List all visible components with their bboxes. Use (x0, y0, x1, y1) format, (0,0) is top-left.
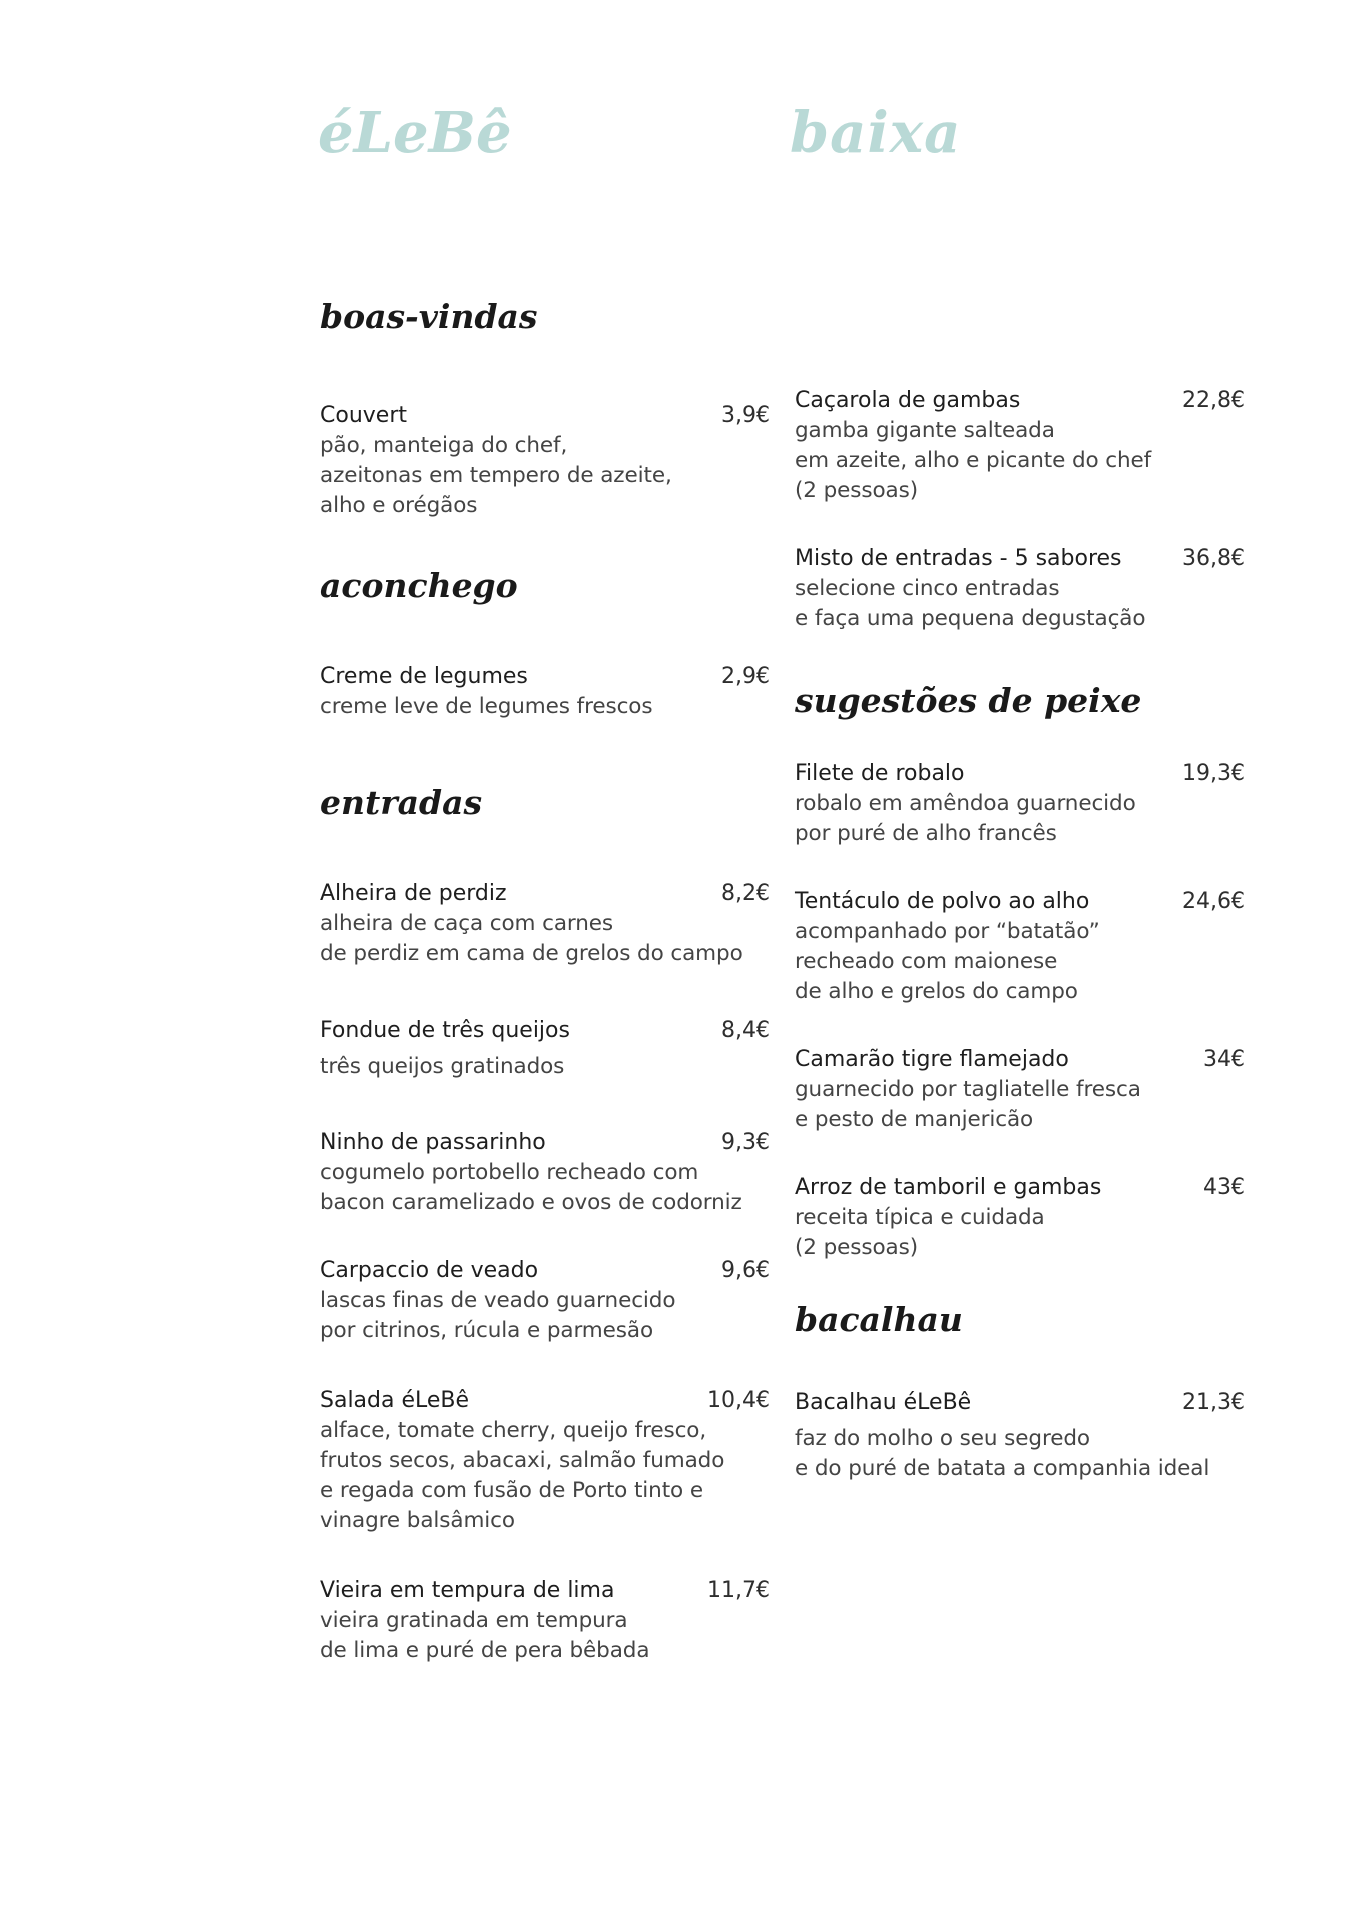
item-description: pão, manteiga do chef, (320, 433, 568, 458)
item-description: em azeite, alho e picante do chef (795, 448, 1152, 473)
item-description: por puré de alho francês (795, 821, 1057, 846)
item-description: de alho e grelos do campo (795, 979, 1078, 1004)
item-price: 3,9€ (721, 403, 770, 428)
menu-item-misto-de-entradas (795, 544, 1245, 634)
item-name: Salada éLeBê (320, 1388, 470, 1413)
menu-item-salada-elebe (320, 1386, 770, 1536)
item-description: azeitonas em tempero de azeite, (320, 463, 672, 488)
item-description: alface, tomate cherry, queijo fresco, (320, 1418, 707, 1443)
menu-item-bacalhau-elebe (795, 1388, 1245, 1484)
item-price: 19,3€ (1182, 761, 1245, 786)
item-description: três queijos gratinados (320, 1054, 565, 1079)
item-name: Camarão tigre flamejado (795, 1047, 1069, 1072)
brand-logo: éLeBê (318, 100, 512, 166)
menu-item-camarao-tigre (795, 1045, 1245, 1135)
section-title-boas-vindas: boas-vindas (320, 297, 538, 336)
item-price: 36,8€ (1182, 546, 1245, 571)
item-name: Caçarola de gambas (795, 388, 1021, 413)
menu-left-column (320, 297, 770, 1666)
section-title-sugestoes-de-peixe: sugestões de peixe (795, 681, 1142, 720)
item-price: 10,4€ (707, 1388, 770, 1413)
item-name: Creme de legumes (320, 664, 528, 689)
item-description: vinagre balsâmico (320, 1508, 515, 1533)
menu-item-arroz-de-tamboril (795, 1173, 1245, 1263)
item-price: 22,8€ (1182, 388, 1245, 413)
item-price: 21,3€ (1182, 1390, 1245, 1415)
item-description: cogumelo portobello recheado com (320, 1160, 699, 1185)
item-description: alheira de caça com carnes (320, 911, 614, 936)
item-name: Arroz de tamboril e gambas (795, 1175, 1102, 1200)
item-description: (2 pessoas) (795, 1235, 918, 1260)
item-description: bacon caramelizado e ovos de codorniz (320, 1190, 742, 1215)
item-description: frutos secos, abacaxi, salmão fumado (320, 1448, 725, 1473)
menu-item-ninho-de-passarinho (320, 1128, 770, 1218)
item-name: Ninho de passarinho (320, 1130, 546, 1155)
item-description: selecione cinco entradas (795, 576, 1060, 601)
menu-item-couvert (320, 401, 770, 521)
item-description: faz do molho o seu segredo (795, 1426, 1090, 1451)
item-description: alho e orégãos (320, 493, 478, 518)
item-name: Bacalhau éLeBê (795, 1390, 972, 1415)
menu-item-vieira-em-tempura (320, 1576, 770, 1666)
item-price: 8,4€ (721, 1018, 770, 1043)
item-name: Carpaccio de veado (320, 1258, 539, 1283)
menu-item-cacarola-de-gambas (795, 386, 1245, 506)
item-description: guarnecido por tagliatelle fresca (795, 1077, 1141, 1102)
menu-item-tentaculo-de-polvo (795, 887, 1245, 1007)
item-description: (2 pessoas) (795, 478, 918, 503)
item-price: 11,7€ (707, 1578, 770, 1603)
section-title-entradas: entradas (320, 783, 483, 822)
menu-item-carpaccio-de-veado (320, 1256, 770, 1346)
item-description: e regada com fusão de Porto tinto e (320, 1478, 703, 1503)
item-name: Fondue de três queijos (320, 1018, 570, 1043)
item-name: Vieira em tempura de lima (320, 1578, 615, 1603)
menu-item-creme-de-legumes (320, 662, 770, 722)
item-description: acompanhado por “batatão” (795, 919, 1100, 944)
item-description: e pesto de manjericão (795, 1107, 1034, 1132)
menu-right-column (795, 386, 1245, 1484)
item-description: de lima e puré de pera bêbada (320, 1638, 650, 1663)
item-price: 8,2€ (721, 881, 770, 906)
item-description: de perdiz em cama de grelos do campo (320, 941, 743, 966)
item-name: Couvert (320, 403, 407, 428)
item-description: por citrinos, rúcula e parmesão (320, 1318, 654, 1343)
item-description: creme leve de legumes frescos (320, 694, 653, 719)
item-name: Alheira de perdiz (320, 881, 507, 906)
item-name: Misto de entradas - 5 sabores (795, 546, 1122, 571)
item-description: receita típica e cuidada (795, 1205, 1045, 1230)
item-description: lascas finas de veado guarnecido (320, 1288, 676, 1313)
section-title-aconchego: aconchego (320, 566, 518, 605)
item-description: vieira gratinada em tempura (320, 1608, 628, 1633)
item-price: 9,6€ (721, 1258, 770, 1283)
menu-item-fondue (320, 1016, 770, 1082)
item-price: 2,9€ (721, 664, 770, 689)
menu-item-alheira-de-perdiz (320, 879, 770, 969)
item-description: gamba gigante salteada (795, 418, 1055, 443)
item-name: Filete de robalo (795, 761, 965, 786)
item-price: 34€ (1203, 1047, 1245, 1072)
item-price: 43€ (1203, 1175, 1245, 1200)
item-price: 24,6€ (1182, 889, 1245, 914)
brand-location: baixa (790, 100, 962, 166)
item-name: Tentáculo de polvo ao alho (795, 889, 1090, 914)
menu-item-filete-de-robalo (795, 759, 1245, 849)
item-description: recheado com maionese (795, 949, 1058, 974)
section-title-bacalhau: bacalhau (795, 1300, 963, 1339)
item-description: robalo em amêndoa guarnecido (795, 791, 1136, 816)
item-description: e faça uma pequena degustação (795, 606, 1146, 631)
item-description: e do puré de batata a companhia ideal (795, 1456, 1210, 1481)
item-price: 9,3€ (721, 1130, 770, 1155)
